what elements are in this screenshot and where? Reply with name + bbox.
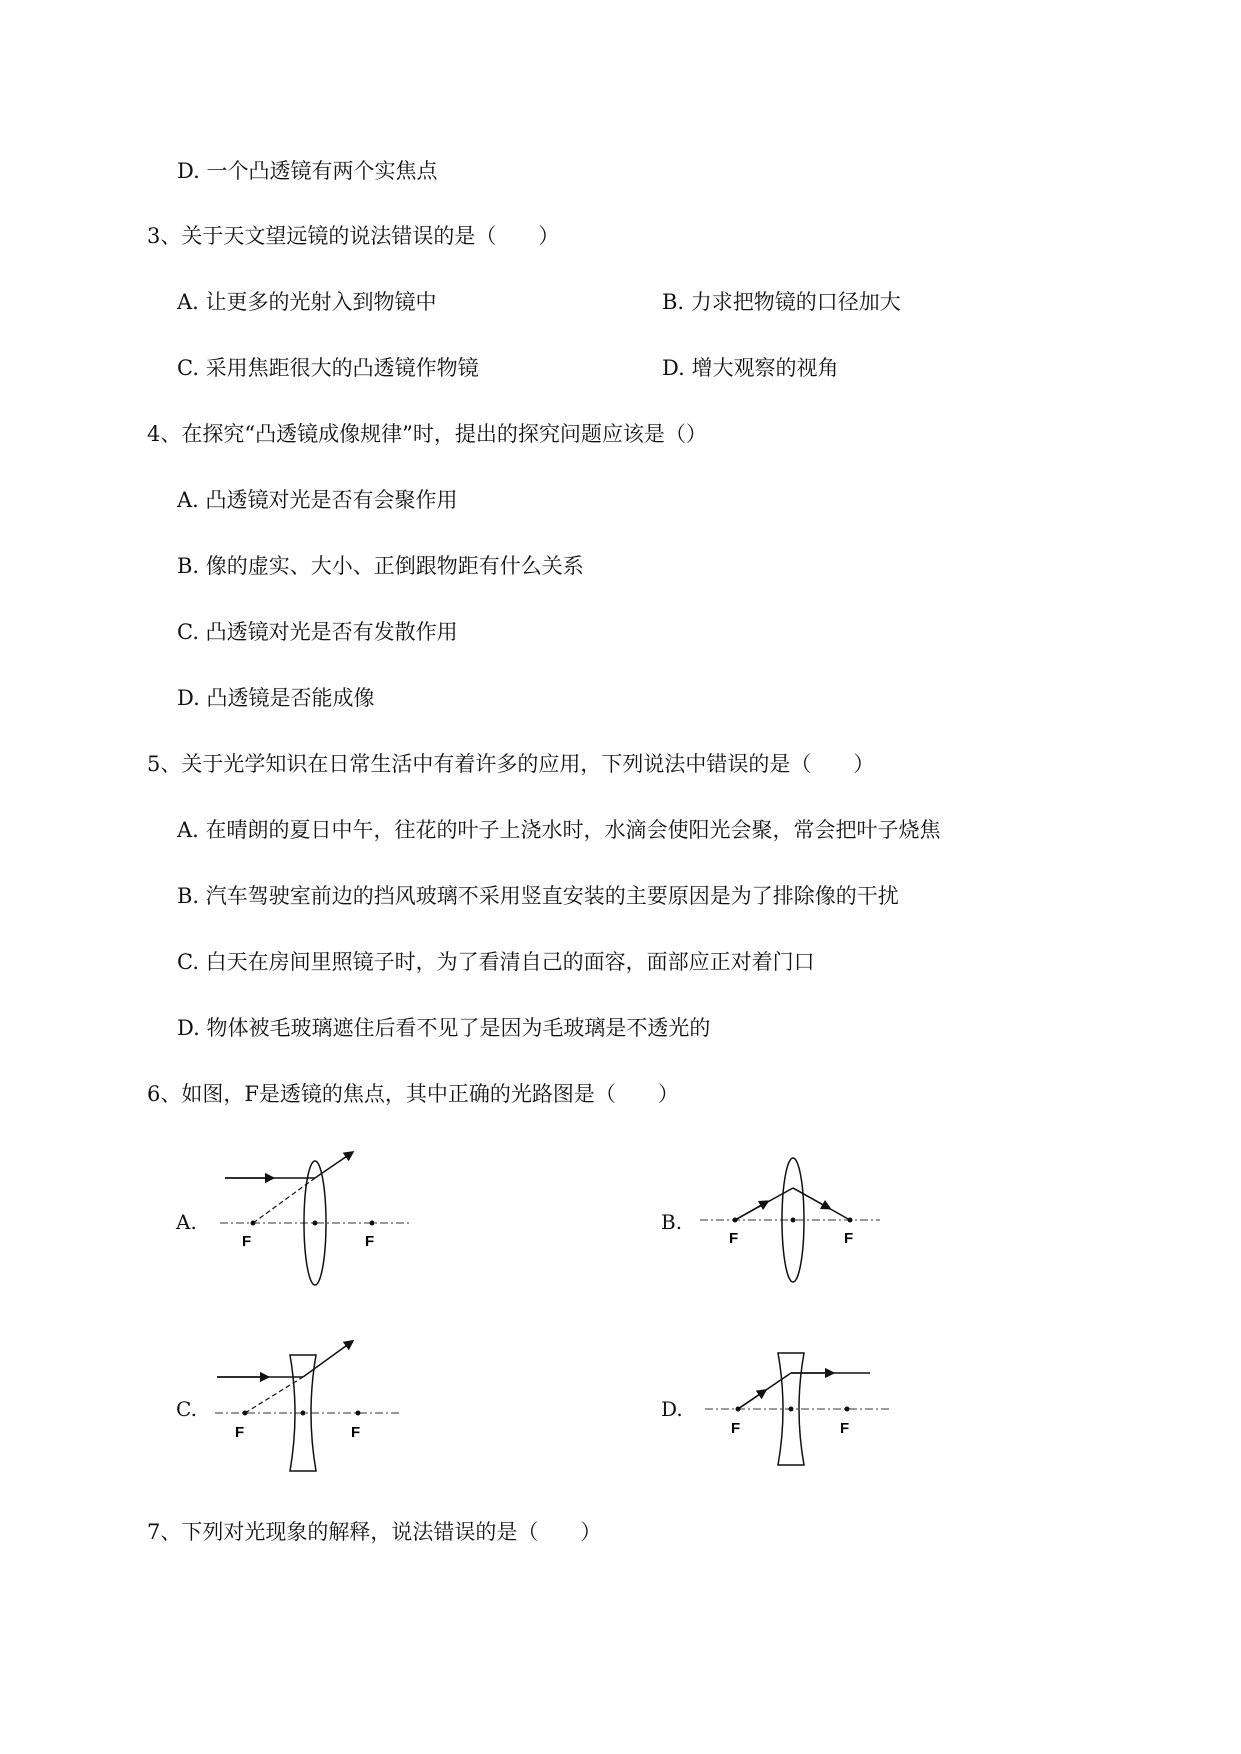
focus-label-right: F	[840, 1420, 850, 1437]
focus-label-left: F	[729, 1230, 739, 1247]
q5-option-a: A. 在晴朗的夏日中午，往花的叶子上浇水时，水滴会使阳光会聚，常会把叶子烧焦	[177, 818, 941, 842]
q2-option-d: D. 一个凸透镜有两个实焦点	[177, 159, 438, 183]
focus-label-left: F	[731, 1420, 741, 1437]
q6-option-d-label: D.	[661, 1397, 683, 1421]
q3-option-c: C. 采用焦距很大的凸透镜作物镜	[177, 356, 479, 380]
focus-label-right: F	[844, 1230, 854, 1247]
q4-option-d: D. 凸透镜是否能成像	[177, 686, 375, 710]
q6-diagram-b-convex-lens	[695, 1150, 890, 1295]
q6-option-c-label: C.	[176, 1397, 197, 1421]
q3-stem: 3、关于天文望远镜的说法错误的是（ ）	[147, 224, 560, 248]
q6-diagram-c-concave-lens	[210, 1335, 410, 1480]
q6-stem: 6、如图，F是透镜的焦点，其中正确的光路图是（ ）	[147, 1082, 679, 1106]
q3-option-b: B. 力求把物镜的口径加大	[662, 290, 901, 314]
focus-label-right: F	[351, 1424, 361, 1441]
q6-diagram-a-convex-lens	[215, 1150, 415, 1295]
q5-stem: 5、关于光学知识在日常生活中有着许多的应用，下列说法中错误的是（ ）	[147, 752, 875, 776]
focus-label-left: F	[242, 1233, 252, 1250]
q3-option-a: A. 让更多的光射入到物镜中	[177, 290, 437, 314]
q4-option-b: B. 像的虚实、大小、正倒跟物距有什么关系	[177, 554, 584, 578]
q4-option-a: A. 凸透镜对光是否有会聚作用	[177, 488, 458, 512]
q4-option-c: C. 凸透镜对光是否有发散作用	[177, 620, 458, 644]
q4-stem: 4、在探究“凸透镜成像规律”时，提出的探究问题应该是（）	[147, 422, 707, 446]
focus-label-right: F	[365, 1233, 375, 1250]
q5-option-b: B. 汽车驾驶室前边的挡风玻璃不采用竖直安装的主要原因是为了排除像的干扰	[177, 884, 899, 908]
q3-option-d: D. 增大观察的视角	[662, 356, 839, 380]
q7-stem: 7、下列对光现象的解释，说法错误的是（ ）	[147, 1520, 602, 1544]
q6-option-a-label: A.	[176, 1210, 197, 1234]
q5-option-d: D. 物体被毛玻璃遮住后看不见了是因为毛玻璃是不透光的	[177, 1016, 711, 1040]
q6-option-b-label: B.	[661, 1210, 683, 1234]
focus-label-left: F	[235, 1424, 245, 1441]
q5-option-c: C. 白天在房间里照镜子时，为了看清自己的面容，面部应正对着门口	[177, 950, 815, 974]
q6-diagram-d-concave-lens	[700, 1335, 900, 1480]
